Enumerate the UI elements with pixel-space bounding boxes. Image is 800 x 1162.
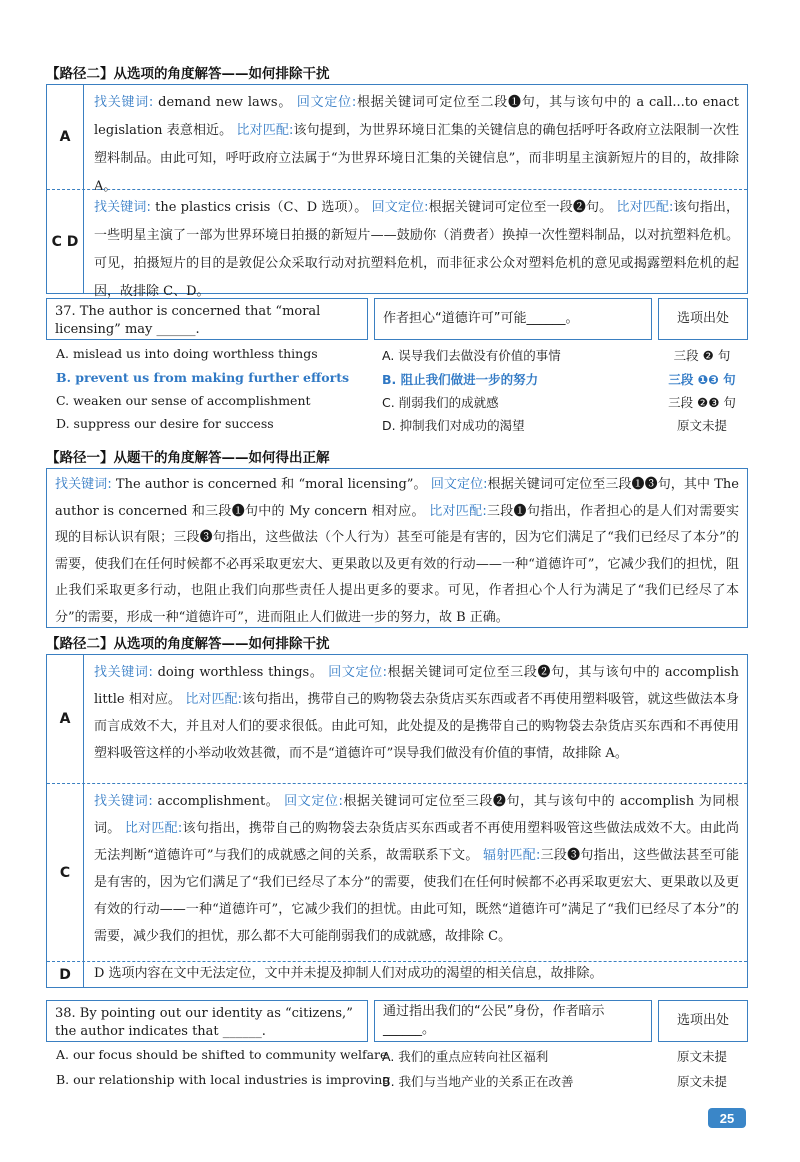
row-label: A [47, 655, 84, 783]
q37-option-a-src: 三段 ❷ 句 [673, 348, 731, 363]
q38-option-a-zh: A. 我们的重点应转向社区福利 [382, 1049, 549, 1064]
page-number: 25 [708, 1108, 746, 1128]
q37-source-header: 选项出处 [658, 298, 748, 340]
q37-option-a-en: A. mislead us into doing worthless things [56, 346, 318, 361]
q37-option-c-zh: C. 削弱我们的成就感 [382, 395, 499, 410]
row-analysis [84, 655, 747, 783]
q37-option-d-src: 原文未提 [676, 418, 727, 433]
q38-stem-en: 38. By pointing out our identity as “citizens,” the author indicates that ______. [46, 1000, 368, 1042]
keyword-text: The author is concerned 和 “moral licensing”。 [111, 477, 427, 492]
row-analysis [84, 784, 747, 961]
q37-row-a [47, 655, 747, 783]
locate-tag: 回文定位: [430, 477, 488, 492]
locate-text: 根据关键词可定位至二段❶句，其与该句中的 a call...to enact legislation 表意相近。 [94, 95, 740, 138]
q37-option-c-en: C. weaken our sense of accomplishment [56, 393, 311, 408]
route2-heading-q37: 【路径二】从选项的角度解答——如何排除干扰 [46, 636, 330, 652]
q37-option-a-zh: A. 误导我们去做没有价值的事情 [382, 348, 561, 363]
q37-row-d [47, 961, 747, 987]
locate-text: 根据关键词可定位至三段❷句，其与该句中的 accomplish little 相对应。 [94, 665, 739, 707]
row-analysis [84, 190, 747, 299]
q38-option-b-zh: B. 我们与当地产业的关系正在改善 [382, 1074, 574, 1089]
q37-option-b-zh: B. 阻止我们做进一步的努力 [382, 372, 539, 387]
row-label: D [47, 962, 84, 987]
q37-stem-zh: 作者担心“道德许可”可能______。 [374, 298, 652, 340]
match-text: 该句指出，携带自己的购物袋去杂货店买东西或者不再使用塑料吸管这些做法成效不大。由此尚无法判断“道德许可”与我们的成就感之间的关系，故需联系下文。 [94, 821, 739, 863]
find-keyword-tag: 找关键词: [94, 665, 153, 680]
find-keyword-tag: 找关键词: [94, 794, 153, 809]
q37-row-c [47, 783, 747, 961]
locate-tag: 回文定位: [328, 665, 388, 680]
row-label: C D [47, 190, 84, 293]
row-label: A [47, 85, 84, 189]
radiate-match-tag: 辐射匹配: [482, 848, 541, 863]
keyword-text: doing worthless things。 [152, 665, 324, 680]
q37-option-b-src: 三段 ❶❸ 句 [668, 372, 736, 387]
locate-tag: 回文定位: [371, 200, 429, 215]
q37-option-d-zh: D. 抑制我们对成功的渴望 [382, 418, 525, 433]
route2-heading-q36: 【路径二】从选项的角度解答——如何排除干扰 [46, 66, 330, 82]
find-keyword-tag: 找关键词: [55, 477, 112, 492]
q38-source-header: 选项出处 [658, 1000, 748, 1042]
q37-route2-table [46, 654, 748, 988]
match-text: 三段❶句指出，作者担心的是人们对需要实现的目标认识有限；三段❸句指出，这些做法（个人行为）甚至可能是有害的，因为它们满足了“我们已经尽了本分”的需要，使我们在任何时候都不必再采取更宏大、更果敢以及更有效的行动——一种“道德许可”，它减少我们的担忧，阻止我们采取更多行动，也阻止我们向那些责任人提出更多的要求。可见，作者担心个人行为满足了“我们已经尽了本分”的需要，形成一种“道德许可”，进而阻止人们做进一步的努力，故 B 正确。 [55, 503, 739, 625]
q36-row-a [47, 85, 747, 194]
locate-tag: 回文定位: [284, 794, 343, 809]
q38-option-b-src: 原文未提 [676, 1074, 727, 1089]
find-keyword-tag: 找关键词: [94, 95, 154, 110]
keyword-text: demand new laws。 [153, 95, 293, 110]
row-analysis: D 选项内容在文中无法定位，文中并未提及抑制人们对成功的渴望的相关信息，故排除。 [94, 966, 603, 981]
keyword-text: the plastics crisis（C、D 选项）。 [150, 200, 368, 215]
match-tag: 比对匹配: [236, 123, 294, 138]
q38-option-a-src: 原文未提 [676, 1049, 727, 1064]
row-analysis [84, 85, 747, 194]
q38-option-b-en: B. our relationship with local industries is improving [56, 1072, 391, 1087]
q37-option-c-src: 三段 ❷❸ 句 [668, 395, 736, 410]
row-label: C [47, 784, 84, 961]
q37-route1-box [46, 468, 748, 628]
match-text: 该句指出，一些明星主演了一部为世界环境日拍摄的新短片——鼓励你（消费者）换掉一次性塑料制品，以对抗塑料危机。可见，拍摄短片的目的是敦促公众采取行动对抗塑料危机，而非征求公众对塑料危机的意见或揭露塑料危机的起因，故排除 C、D。 [94, 200, 739, 299]
match-tag: 比对匹配: [124, 821, 183, 836]
q36-route2-table [46, 84, 748, 299]
q37-option-b-en: B. prevent us from making further efforts [56, 370, 349, 385]
locate-tag: 回文定位: [296, 95, 357, 110]
find-keyword-tag: 找关键词: [94, 200, 151, 215]
q37-option-d-en: D. suppress our desire for success [56, 416, 274, 431]
locate-text: 根据关键词可定位至三段❷句，其与该句中的 accomplish 为同根词。 [94, 794, 739, 836]
match-text: 该句指出，携带自己的购物袋去杂货店买东西或者不再使用塑料吸管，就这些做法本身而言成效不大，并且对人们的要求很低。由此可知，此处提及的是携带自己的购物袋去杂货店买东西和不再使用塑料吸管这样的小举动收效甚微，而不是“道德许可”误导我们做没有价值的事情，故排除 A。 [94, 692, 739, 761]
keyword-text: accomplishment。 [152, 794, 280, 809]
match-text: 该句提到，为世界环境日汇集的关键信息的确包括呼吁各政府立法限制一次性塑料制品。由此可知，呼吁政府立法属于“为世界环境日汇集的关键信息”，而非明星主演新短片的目的，故排除 A。 [94, 123, 739, 194]
q37-stem-en: 37. The author is concerned that “moral licensing” may ______. [46, 298, 368, 340]
q38-stem-zh: 通过指出我们的“公民”身份，作者暗示______。 [374, 1000, 652, 1042]
match-tag: 比对匹配: [429, 503, 487, 519]
radiate-match-text: 三段❸句指出，这些做法甚至可能是有害的，因为它们满足了“我们已经尽了本分”的需要，使我们在任何时候都不必再采取更宏大、更果敢以及更有效的行动——一种“道德许可”，它减少我们的担忧。由此可知，既然“道德许可”满足了“我们已经尽了本分”的需要，减少我们的担忧，那么都不大可能削弱我们的成就感，故排除 C。 [94, 848, 739, 944]
match-tag: 比对匹配: [185, 692, 243, 707]
locate-text: 根据关键词可定位至三段❶❸句，其中 The author is concerned 和三段❶句中的 My concern 相对应。 [55, 477, 739, 519]
q36-row-cd [47, 189, 747, 299]
match-tag: 比对匹配: [616, 200, 674, 215]
locate-text: 根据关键词可定位至一段❷句。 [428, 200, 613, 215]
q38-option-a-en: A. our focus should be shifted to community welfare [56, 1047, 388, 1062]
route1-heading-q37: 【路径一】从题干的角度解答——如何得出正解 [46, 450, 330, 466]
